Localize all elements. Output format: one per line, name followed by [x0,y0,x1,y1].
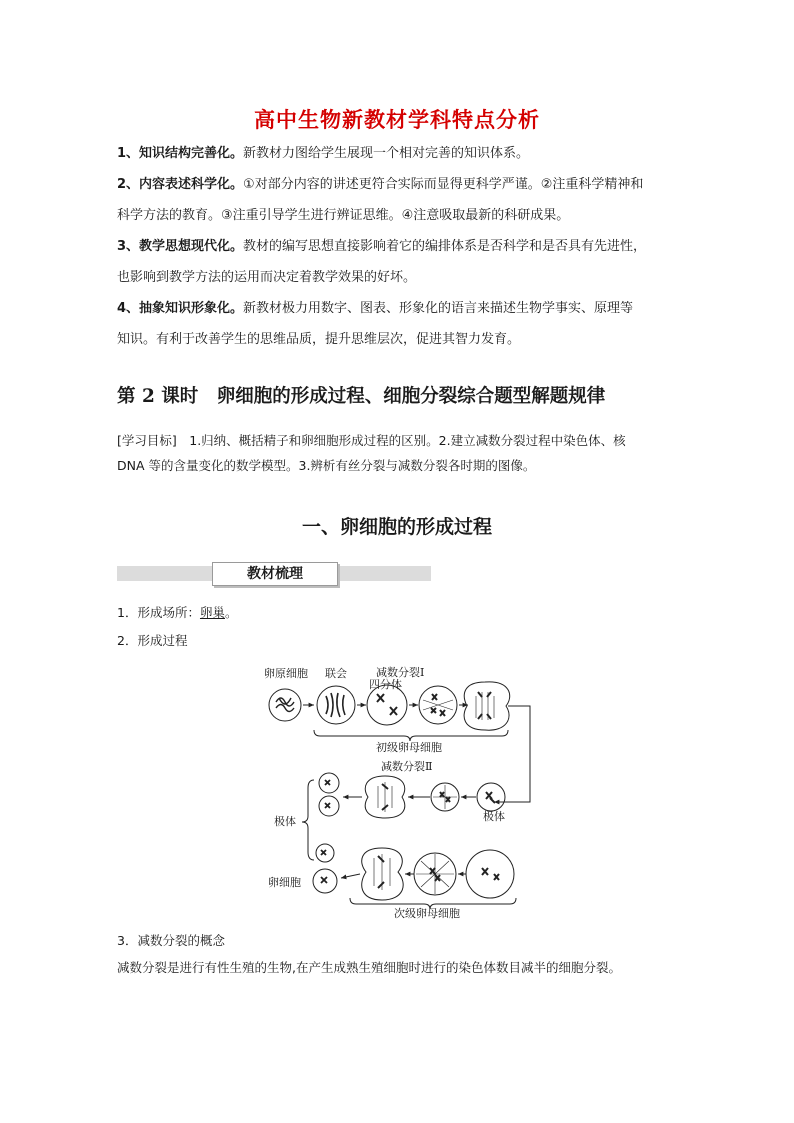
page-title: 高中生物新教材学科特点分析 [254,108,540,132]
learning-goals [117,428,682,478]
label-primary-oocyte: 初级卵母细胞 [376,741,442,754]
feature-3-text-2: 也影响到教学方法的运用而决定着教学效果的好坏。 [117,270,417,285]
polar-bodies-brace [302,780,314,860]
label-polar-bodies: 极体 [274,815,296,828]
feature-1 [117,138,682,169]
goals-line-1: [学习目标] 1.归纳、概括精子和卵细胞形成过程的区别。2.建立减数分裂过程中染色体、核 [117,433,626,448]
textbook-review-label: 教材梳理 [212,562,338,586]
feature-1-text: 新教材力图给学生展现一个相对完善的知识体系。 [243,146,530,161]
label-oogonium: 卵原细胞 [264,667,308,680]
anaphase-1-cell [464,682,510,730]
feature-4-head: 4、抽象知识形象化。 [117,301,244,316]
formation-place-answer: 卵巢 [199,605,225,620]
label-egg: 卵细胞 [268,876,301,889]
oocyte-metaphase-2-cell [414,853,456,895]
formation-place-prefix: 1．形成场所： [117,605,200,620]
synapsis-cell [317,686,355,724]
polar-body-metaphase-2-cell [431,783,459,811]
oogonium-cell [269,689,301,721]
formation-place [117,603,238,621]
label-meiosis-2: 减数分裂Ⅱ [381,760,433,773]
label-secondary-oocyte: 次级卵母细胞 [394,907,460,920]
metaphase-1-cell [419,686,457,724]
feature-4 [117,293,682,355]
feature-2-head: 2、内容表述科学化。 [117,177,244,192]
polar-body-4-cell [316,844,334,862]
feature-2-text-1: ①对部分内容的讲述更符合实际而显得更科学严谨。②注重科学精神和 [243,177,644,192]
feature-3-head: 3、教学思想现代化。 [117,239,244,254]
polar-body-anaphase-2-cell [365,776,405,818]
feature-2-text-2: 科学方法的教育。③注重引导学生进行辨证思维。④注意吸取最新的科研成果。 [117,208,570,223]
section-title: 一、卵细胞的形成过程 [301,516,492,538]
oocyte-anaphase-2-cell [362,848,403,900]
label-polar-body: 极体 [483,810,505,823]
meiosis-concept-text: 减数分裂是进行有性生殖的生物,在产生成熟生殖细胞时进行的染色体数目减半的细胞分裂。 [117,960,621,975]
goals-line-2: DNA 等的含量变化的数学模型。3.辨析有丝分裂与减数分裂各时期的图像。 [117,458,536,473]
feature-3 [117,231,682,293]
label-synapsis: 联会 [325,667,347,680]
feature-4-text-1: 新教材极力用数字、图表、形象化的语言来描述生物学事实、原理等 [243,301,634,316]
egg-cell [313,869,337,893]
polar-body-2-cell [319,773,339,793]
primary-oocyte-brace [314,730,508,741]
feature-4-text-2: 知识。有利于改善学生的思维品质，提升思维层次，促进其智力发育。 [117,332,521,347]
feature-1-head: 1、知识结构完善化。 [117,146,244,161]
formation-process-heading: 2．形成过程 [117,633,188,648]
lesson-title: 第 2 课时 卵细胞的形成过程、细胞分裂综合题型解题规律 [117,386,606,407]
formation-place-suffix: 。 [224,605,238,620]
polar-body-1-cell [477,783,505,811]
label-tetrad: 四分体 [369,678,402,691]
tetrad-cell [367,685,407,725]
feature-2 [117,169,682,231]
secondary-oocyte-cell [466,850,514,898]
polar-body-3-cell [319,796,339,816]
feature-3-text-1: 教材的编写思想直接影响着它的编排体系是否科学和是否具有先进性， [243,239,647,254]
oogenesis-diagram [264,662,536,924]
meiosis-concept-heading: 3．减数分裂的概念 [117,933,225,948]
label-meiosis-1: 减数分裂Ⅰ [376,666,425,679]
